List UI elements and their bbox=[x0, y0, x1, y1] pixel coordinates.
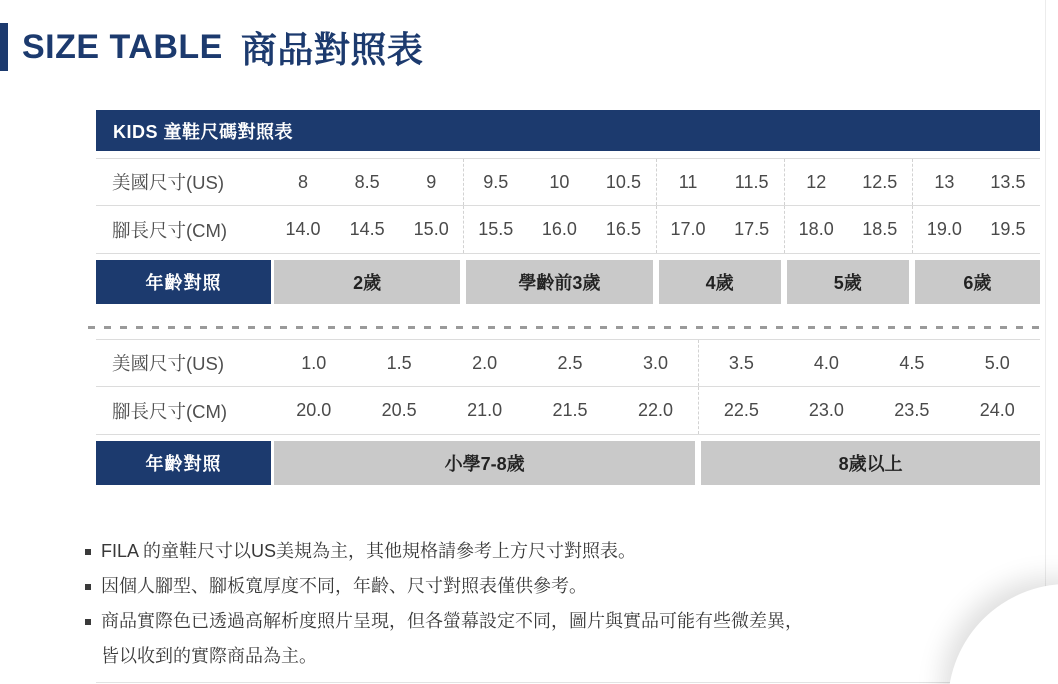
size-value-cell: 10 bbox=[549, 171, 570, 192]
size-value-cell: 18.0 bbox=[784, 206, 848, 253]
size-value-cell: 16.5 bbox=[605, 219, 641, 239]
foot-length-row bbox=[96, 206, 1040, 254]
age-range-badge: 學齡前3歲 bbox=[466, 260, 652, 304]
size-value-cell: 19.0 bbox=[912, 206, 976, 253]
size-value-cell: 2.5 bbox=[557, 352, 583, 373]
us-size-row bbox=[96, 339, 1040, 387]
size-value-cell: 11.5 bbox=[734, 171, 769, 192]
size-value-cell: 17.5 bbox=[734, 219, 770, 239]
size-value-cell: 4.0 bbox=[813, 352, 839, 373]
size-value-cell: 17.0 bbox=[656, 206, 720, 253]
size-value-cell: 14.0 bbox=[285, 219, 321, 239]
size-value-cell: 14.5 bbox=[349, 219, 385, 239]
note-line bbox=[85, 604, 1025, 639]
note-text: 商品實際色已透過高解析度照片呈現，但各螢幕設定不同，圖片與實品可能有些微差異， bbox=[101, 611, 803, 631]
bottom-edge-line bbox=[96, 682, 1042, 683]
cm-row-label: 腳長尺寸(CM) bbox=[112, 219, 228, 241]
size-value-cell: 22.0 bbox=[637, 400, 674, 420]
size-value-cell: 20.5 bbox=[381, 400, 417, 420]
size-section-youth bbox=[96, 339, 1040, 485]
cm-row-label: 腳長尺寸(CM) bbox=[112, 400, 228, 422]
size-section-big-kids bbox=[96, 158, 1040, 304]
size-value-cell: 21.5 bbox=[552, 400, 588, 420]
page-title-zh: 商品對照表 bbox=[240, 28, 424, 70]
page-title-row bbox=[0, 23, 423, 71]
size-value-cell: 3.5 bbox=[698, 340, 783, 386]
foot-length-row bbox=[96, 387, 1040, 435]
size-value-cell: 5.0 bbox=[984, 352, 1010, 373]
size-value-cell: 21.0 bbox=[467, 400, 503, 420]
size-value-cell: 20.0 bbox=[296, 400, 332, 420]
age-row bbox=[96, 260, 1040, 304]
note-line bbox=[85, 639, 1025, 674]
age-range-badge: 5歲 bbox=[787, 260, 909, 304]
age-range-badge: 8歲以上 bbox=[701, 441, 1040, 485]
size-value-cell: 8 bbox=[298, 171, 309, 192]
size-value-cell: 1.0 bbox=[301, 352, 327, 373]
note-line bbox=[85, 534, 1025, 569]
size-value-cell: 19.5 bbox=[990, 219, 1026, 239]
size-value-cell: 9 bbox=[426, 171, 437, 192]
note-text: 因個人腳型、腳板寬厚度不同，年齡、尺寸對照表僅供參考。 bbox=[101, 576, 587, 596]
age-range-badge: 4歲 bbox=[659, 260, 781, 304]
note-line bbox=[85, 569, 1025, 604]
size-value-cell: 8.5 bbox=[354, 171, 380, 192]
bullet-icon bbox=[85, 619, 91, 625]
size-value-cell: 12 bbox=[784, 159, 848, 205]
size-value-cell: 11 bbox=[656, 159, 720, 205]
bullet-icon bbox=[85, 549, 91, 555]
size-value-cell: 16.0 bbox=[541, 219, 577, 239]
age-row-label: 年齡對照 bbox=[96, 441, 271, 485]
size-value-cell: 9.5 bbox=[463, 159, 527, 205]
age-row bbox=[96, 441, 1040, 485]
size-value-cell: 15.5 bbox=[463, 206, 527, 253]
size-value-cell: 24.0 bbox=[979, 400, 1015, 420]
age-row-label: 年齡對照 bbox=[96, 260, 271, 304]
page-title bbox=[22, 23, 423, 71]
table-header: KIDS 童鞋尺碼對照表 bbox=[96, 110, 1040, 151]
us-row-label: 美國尺寸(US) bbox=[112, 353, 225, 374]
age-range-badge: 小學7-8歲 bbox=[274, 441, 695, 485]
size-value-cell: 23.5 bbox=[894, 400, 930, 420]
size-table bbox=[96, 110, 1040, 485]
bullet-icon bbox=[85, 584, 91, 590]
age-range-badge: 2歲 bbox=[274, 260, 460, 304]
us-size-row bbox=[96, 158, 1040, 206]
size-value-cell: 2.0 bbox=[472, 352, 498, 373]
size-value-cell: 13 bbox=[912, 159, 976, 205]
size-value-cell: 3.0 bbox=[642, 352, 668, 373]
size-value-cell: 15.0 bbox=[413, 219, 449, 239]
note-text: FILA 的童鞋尺寸以US美規為主，其他規格請參考上方尺寸對照表。 bbox=[101, 541, 637, 561]
size-value-cell: 22.5 bbox=[698, 387, 783, 434]
size-value-cell: 10.5 bbox=[605, 171, 641, 192]
size-value-cell: 13.5 bbox=[990, 171, 1026, 192]
size-value-cell: 18.5 bbox=[862, 219, 898, 239]
page-title-en: SIZE TABLE bbox=[22, 27, 223, 66]
age-range-badge: 6歲 bbox=[915, 260, 1040, 304]
right-edge-line bbox=[1045, 0, 1046, 684]
title-accent-bar bbox=[0, 23, 8, 71]
size-value-cell: 4.5 bbox=[899, 352, 925, 373]
dashed-divider bbox=[88, 326, 1048, 329]
size-value-cell: 12.5 bbox=[862, 171, 898, 192]
notes bbox=[85, 534, 1025, 674]
us-row-label: 美國尺寸(US) bbox=[112, 172, 225, 193]
note-text: 皆以收到的實際商品為主。 bbox=[101, 646, 317, 666]
size-value-cell: 23.0 bbox=[808, 400, 844, 420]
size-value-cell: 1.5 bbox=[386, 352, 412, 373]
